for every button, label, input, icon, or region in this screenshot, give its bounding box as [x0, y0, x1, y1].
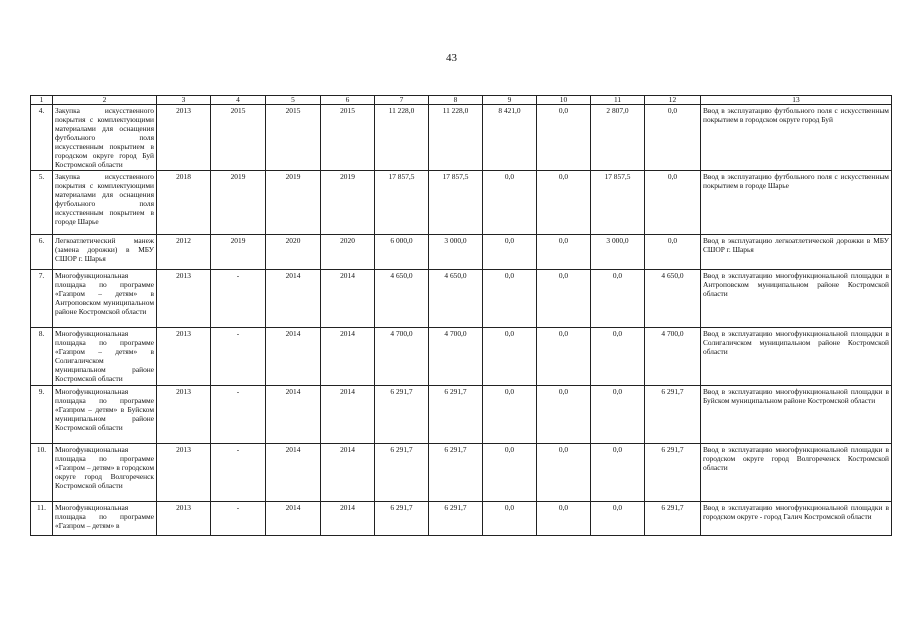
- amount-cell: 0,0: [591, 270, 645, 328]
- amount-cell: 4 650,0: [375, 270, 429, 328]
- amount-cell: 6 291,7: [645, 502, 701, 536]
- header-cell: 2: [53, 96, 157, 105]
- table-row: [31, 235, 892, 270]
- amount-cell: 0,0: [483, 235, 537, 270]
- header-cell: 6: [321, 96, 375, 105]
- amount-cell: 11 228,0: [429, 105, 483, 171]
- amount-cell: 0,0: [483, 444, 537, 502]
- year-cell: 2014: [266, 444, 321, 502]
- year-cell: 2013: [157, 386, 211, 444]
- object-name-cell: Многофункциональная площадка по программе «Газпром – детям» в Буйском муниципальном районе Костромской области: [53, 386, 157, 444]
- amount-cell: 6 291,7: [429, 386, 483, 444]
- year-cell: 2019: [321, 171, 375, 235]
- amount-cell: 0,0: [645, 171, 701, 235]
- amount-cell: 17 857,5: [429, 171, 483, 235]
- amount-cell: 0,0: [483, 386, 537, 444]
- amount-cell: 0,0: [483, 270, 537, 328]
- year-cell: 2014: [321, 386, 375, 444]
- amount-cell: 0,0: [591, 386, 645, 444]
- amount-cell: 6 291,7: [375, 386, 429, 444]
- amount-cell: 6 291,7: [375, 502, 429, 536]
- amount-cell: 0,0: [591, 502, 645, 536]
- table-row: [31, 270, 892, 328]
- amount-cell: 0,0: [483, 171, 537, 235]
- year-cell: 2013: [157, 444, 211, 502]
- year-cell: 2014: [266, 270, 321, 328]
- year-cell: 2015: [266, 105, 321, 171]
- amount-cell: 0,0: [645, 105, 701, 171]
- header-cell: 4: [211, 96, 266, 105]
- expected-result-cell: Ввод в эксплуатацию многофункциональной площадки в городском округе город Волгореченск Костромской области: [701, 444, 892, 502]
- table-row: [31, 502, 892, 536]
- year-cell: 2020: [266, 235, 321, 270]
- object-name-cell: Многофункциональная площадка по программе «Газпром – детям» в Солигаличском муниципальном районе Костромской области: [53, 328, 157, 386]
- amount-cell: 0,0: [483, 502, 537, 536]
- amount-cell: 3 000,0: [591, 235, 645, 270]
- amount-cell: 4 650,0: [645, 270, 701, 328]
- amount-cell: 4 650,0: [429, 270, 483, 328]
- amount-cell: 0,0: [537, 328, 591, 386]
- amount-cell: 3 000,0: [429, 235, 483, 270]
- header-cell: 3: [157, 96, 211, 105]
- amount-cell: 0,0: [537, 270, 591, 328]
- header-cell: 10: [537, 96, 591, 105]
- year-cell: 2013: [157, 270, 211, 328]
- year-cell: -: [211, 270, 266, 328]
- amount-cell: 6 291,7: [375, 444, 429, 502]
- row-number-cell: 7.: [31, 270, 53, 328]
- amount-cell: 6 291,7: [645, 386, 701, 444]
- amount-cell: 6 291,7: [429, 502, 483, 536]
- amount-cell: 0,0: [591, 444, 645, 502]
- object-name-cell: Многофункциональная площадка по программе «Газпром – детям» в: [53, 502, 157, 536]
- page-number: 43: [446, 52, 457, 64]
- row-number-cell: 9.: [31, 386, 53, 444]
- amount-cell: 0,0: [537, 444, 591, 502]
- amount-cell: 6 291,7: [645, 444, 701, 502]
- year-cell: 2014: [266, 502, 321, 536]
- amount-cell: 0,0: [645, 235, 701, 270]
- table-row: [31, 328, 892, 386]
- expected-result-cell: Ввод в эксплуатацию многофункциональной площадки в Солигаличском муниципальном районе Костромской области: [701, 328, 892, 386]
- object-name-cell: Закупка искусственного покрытия с комплектующими материалами для оснащения футбольного поля искусственным покрытием в городском округе город Буй Костромской области: [53, 105, 157, 171]
- object-name-cell: Закупка искусственного покрытия с комплектующими материалами для оснащения футбольного поля искусственным покрытием в городе Шарье: [53, 171, 157, 235]
- amount-cell: 17 857,5: [375, 171, 429, 235]
- year-cell: 2019: [211, 235, 266, 270]
- amount-cell: 6 000,0: [375, 235, 429, 270]
- year-cell: 2013: [157, 328, 211, 386]
- header-cell: 11: [591, 96, 645, 105]
- amount-cell: 4 700,0: [429, 328, 483, 386]
- year-cell: 2014: [321, 270, 375, 328]
- year-cell: 2019: [211, 171, 266, 235]
- year-cell: 2015: [321, 105, 375, 171]
- projects-table: [30, 95, 892, 536]
- year-cell: 2014: [321, 328, 375, 386]
- row-number-cell: 8.: [31, 328, 53, 386]
- table-row: [31, 171, 892, 235]
- amount-cell: 6 291,7: [429, 444, 483, 502]
- amount-cell: 0,0: [591, 328, 645, 386]
- header-cell: 1: [31, 96, 53, 105]
- row-number-cell: 4.: [31, 105, 53, 171]
- amount-cell: 2 807,0: [591, 105, 645, 171]
- row-number-cell: 5.: [31, 171, 53, 235]
- year-cell: 2014: [321, 444, 375, 502]
- amount-cell: 4 700,0: [645, 328, 701, 386]
- header-row: [31, 96, 892, 105]
- expected-result-cell: Ввод в эксплуатацию футбольного поля с искусственным покрытием в городе Шарье: [701, 171, 892, 235]
- amount-cell: 0,0: [537, 386, 591, 444]
- object-name-cell: Легкоатлетический манеж (замена дорожки) в МБУ СШОР г. Шарья: [53, 235, 157, 270]
- year-cell: 2020: [321, 235, 375, 270]
- amount-cell: 0,0: [483, 328, 537, 386]
- year-cell: 2014: [266, 386, 321, 444]
- year-cell: 2018: [157, 171, 211, 235]
- header-cell: 7: [375, 96, 429, 105]
- expected-result-cell: Ввод в эксплуатацию многофункциональной площадки в Антроповском муниципальном районе Костромской области: [701, 270, 892, 328]
- expected-result-cell: Ввод в эксплуатацию легкоатлетической дорожки в МБУ СШОР г. Шарья: [701, 235, 892, 270]
- table-row: [31, 386, 892, 444]
- amount-cell: 0,0: [537, 105, 591, 171]
- amount-cell: 0,0: [537, 171, 591, 235]
- header-cell: 8: [429, 96, 483, 105]
- amount-cell: 17 857,5: [591, 171, 645, 235]
- year-cell: 2012: [157, 235, 211, 270]
- year-cell: 2014: [321, 502, 375, 536]
- object-name-cell: Многофункциональная площадка по программе «Газпром – детям» в Антроповском муниципальном районе Костромской области: [53, 270, 157, 328]
- row-number-cell: 6.: [31, 235, 53, 270]
- year-cell: -: [211, 444, 266, 502]
- expected-result-cell: Ввод в эксплуатацию многофункциональной площадки в Буйском муниципальном районе Костромской области: [701, 386, 892, 444]
- amount-cell: 4 700,0: [375, 328, 429, 386]
- year-cell: 2019: [266, 171, 321, 235]
- year-cell: 2013: [157, 502, 211, 536]
- year-cell: -: [211, 502, 266, 536]
- row-number-cell: 10.: [31, 444, 53, 502]
- header-cell: 5: [266, 96, 321, 105]
- amount-cell: 0,0: [537, 502, 591, 536]
- year-cell: -: [211, 386, 266, 444]
- amount-cell: 8 421,0: [483, 105, 537, 171]
- header-cell: 12: [645, 96, 701, 105]
- year-cell: -: [211, 328, 266, 386]
- amount-cell: 11 228,0: [375, 105, 429, 171]
- table-row: [31, 105, 892, 171]
- row-number-cell: 11.: [31, 502, 53, 536]
- object-name-cell: Многофункциональная площадка по программе «Газпром – детям» в городском округе город Волгореченск Костромской области: [53, 444, 157, 502]
- expected-result-cell: Ввод в эксплуатацию многофункциональной площадки в городском округе - город Галич Костромской области: [701, 502, 892, 536]
- amount-cell: 0,0: [537, 235, 591, 270]
- year-cell: 2015: [211, 105, 266, 171]
- year-cell: 2013: [157, 105, 211, 171]
- header-cell: 13: [701, 96, 892, 105]
- year-cell: 2014: [266, 328, 321, 386]
- header-cell: 9: [483, 96, 537, 105]
- expected-result-cell: Ввод в эксплуатацию футбольного поля с искусственным покрытием в городском округе город Буй: [701, 105, 892, 171]
- table-row: [31, 444, 892, 502]
